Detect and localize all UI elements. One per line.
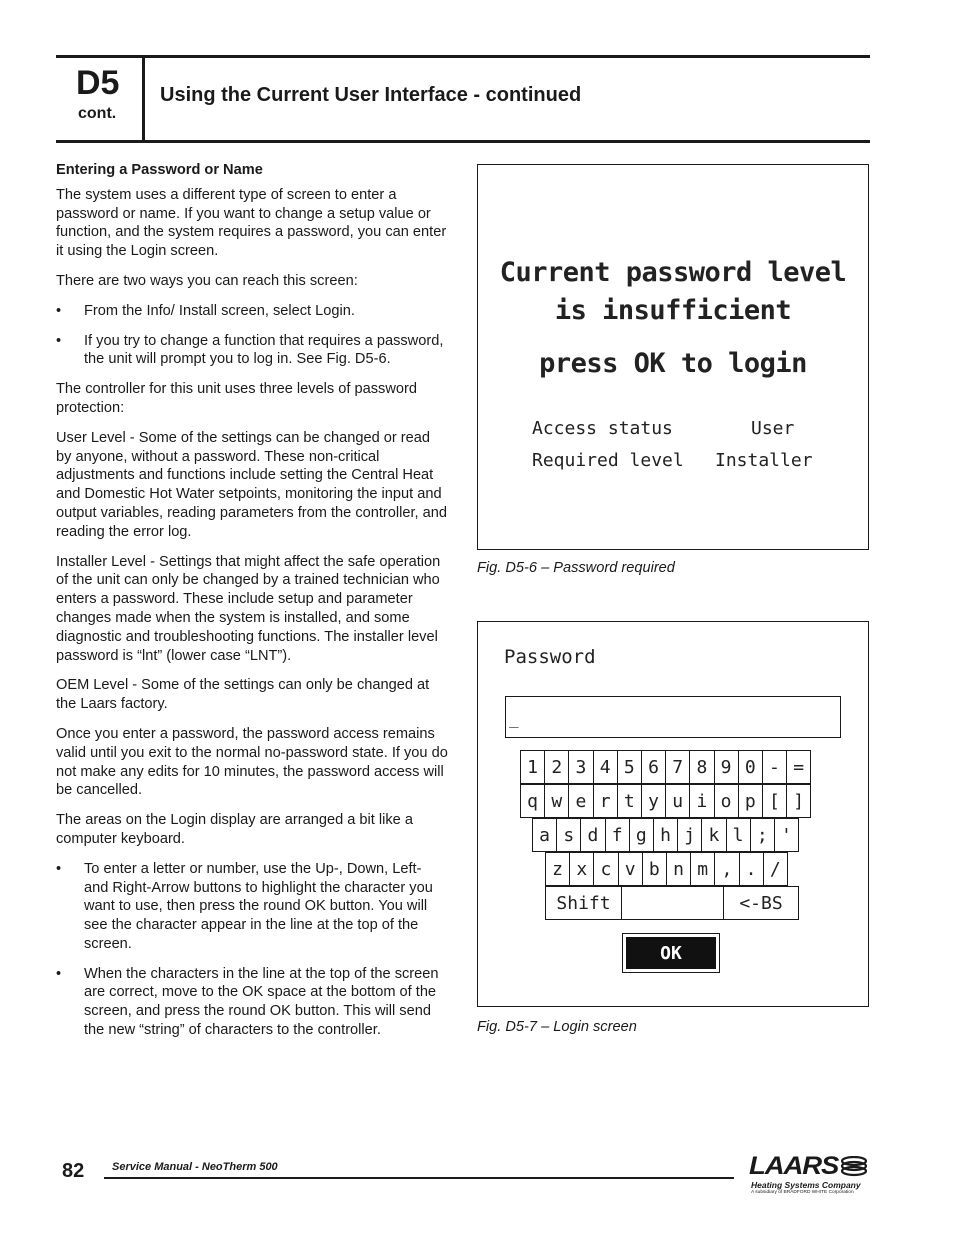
key-row3-5[interactable]: h (653, 818, 678, 852)
key-row2-0[interactable]: q (520, 784, 545, 818)
section-heading: Entering a Password or Name (56, 162, 263, 178)
keyboard-row-2 (520, 784, 810, 818)
logo-subsidiary: A subsidiary of BRADFORD WHITE Corporation (751, 1190, 854, 1195)
required-level-label: Required level (532, 450, 684, 471)
key-row3-2[interactable]: d (580, 818, 605, 852)
header-bottom-rule (56, 140, 870, 143)
paragraph: The areas on the Login display are arranged a bit like a computer keyboard. (56, 812, 413, 847)
key-row3-7[interactable]: k (701, 818, 726, 852)
key-row1-9[interactable]: 0 (738, 750, 763, 784)
paragraph: The system uses a different type of screen to enter a password or name. If you want to change a setup value or function, and the system requires a password, you can enter it using the Login screen. (56, 186, 447, 260)
access-status-value: User (751, 418, 795, 439)
body-text-column (56, 161, 448, 1051)
page-title: Using the Current User Interface - continued (160, 84, 582, 106)
key-row1-7[interactable]: 8 (689, 750, 714, 784)
paragraph: User Level - Some of the settings can be changed or read by anyone, without a password. These non-critical adjustments and functions include setting the Central Heat and Domestic Hot Water setpoints, monitoring the input and output variables, reading parameters from the controller, and reading the error log. (56, 429, 448, 540)
key-row1-6[interactable]: 7 (665, 750, 690, 784)
keyboard-row-3 (532, 818, 798, 852)
key-row2-9[interactable]: p (738, 784, 763, 818)
password-input[interactable] (505, 696, 841, 738)
bullet-list (56, 860, 448, 1040)
key-row1-10[interactable]: - (762, 750, 787, 784)
figure-caption: Fig. D5-7 – Login screen (477, 1019, 637, 1035)
key-row3-4[interactable]: g (629, 818, 654, 852)
laars-logo (749, 1152, 869, 1198)
footer-rule (104, 1177, 734, 1179)
list-item: • If you try to change a function that requires a password, the unit will prompt you to log in. See Fig. D5-6. (56, 332, 444, 368)
ok-button[interactable] (622, 933, 720, 973)
login-screen (477, 621, 869, 1007)
key-row4-5[interactable]: n (666, 852, 691, 886)
key-row3-3[interactable]: f (605, 818, 630, 852)
key-row3-1[interactable]: s (556, 818, 581, 852)
paragraph: The controller for this unit uses three levels of password protection: (56, 381, 417, 416)
shift-key[interactable]: Shift (545, 886, 622, 920)
paragraph: Installer Level - Settings that might affect the safe operation of the unit can only be changed by a trained technician who enters a password. These include setup and parameter changes made when the system is installed, and some diagnostic and troubleshooting functions. The installer level password is “lnt” (lower case “LNT”). (56, 553, 441, 664)
key-row3-6[interactable]: j (677, 818, 702, 852)
access-status-label: Access status (532, 418, 673, 439)
key-row2-2[interactable]: e (568, 784, 593, 818)
list-item: • To enter a letter or number, use the Up-, Down, Left- and Right-Arrow buttons to highlight the character you want to use, then press the round OK button. You will see the character appear in the line at the top of the screen. (56, 860, 433, 952)
list-item: • When the characters in the line at the top of the screen are correct, move to the OK space at the bottom of the screen, and press the round OK button. This will send the new “string” of characters to the controller. (56, 965, 439, 1039)
password-label: Password (504, 646, 596, 668)
section-box (56, 58, 145, 140)
key-row4-0[interactable]: z (545, 852, 570, 886)
key-row1-11[interactable]: = (786, 750, 811, 784)
backspace-key[interactable]: <-BS (723, 886, 799, 920)
keyboard-row-5 (545, 886, 798, 920)
key-row2-3[interactable]: r (593, 784, 618, 818)
logo-tagline: Heating Systems Company (751, 1180, 861, 1190)
key-row3-0[interactable]: a (532, 818, 557, 852)
section-cont-label: cont. (78, 105, 117, 122)
key-row4-7[interactable]: , (714, 852, 739, 886)
key-row1-8[interactable]: 9 (714, 750, 739, 784)
logo-wordmark: LAARS (749, 1152, 839, 1180)
key-row2-7[interactable]: i (689, 784, 714, 818)
key-row3-10[interactable]: ' (774, 818, 799, 852)
key-row1-2[interactable]: 3 (568, 750, 593, 784)
key-row2-5[interactable]: y (641, 784, 666, 818)
manual-title: Service Manual - NeoTherm 500 (112, 1161, 278, 1173)
key-row1-5[interactable]: 6 (641, 750, 666, 784)
bullet-icon: • (56, 332, 62, 349)
key-row1-4[interactable]: 5 (617, 750, 642, 784)
figure-caption: Fig. D5-6 – Password required (477, 560, 675, 576)
key-row2-10[interactable]: [ (762, 784, 787, 818)
required-level-value: Installer (715, 450, 813, 471)
list-item: • From the Info/ Install screen, select Login. (56, 302, 355, 319)
keyboard-row-4 (545, 852, 787, 886)
paragraph: Once you enter a password, the password access remains valid until you exit to the normal no-password state. If you do not make any edits for 10 minutes, the password access will be cancelled. (56, 725, 448, 799)
space-key[interactable] (621, 886, 724, 920)
key-row2-6[interactable]: u (665, 784, 690, 818)
password-required-screen (477, 164, 869, 550)
bullet-list (56, 302, 448, 369)
key-row2-4[interactable]: t (617, 784, 642, 818)
key-row1-1[interactable]: 2 (544, 750, 569, 784)
bullet-icon: • (56, 860, 62, 877)
key-row2-11[interactable]: ] (786, 784, 811, 818)
bullet-icon: • (56, 965, 62, 982)
key-row4-6[interactable]: m (690, 852, 715, 886)
key-row2-1[interactable]: w (544, 784, 569, 818)
message-line-3: press OK to login (539, 348, 807, 379)
key-row4-8[interactable]: . (739, 852, 764, 886)
paragraph: There are two ways you can reach this screen: (56, 272, 358, 289)
bullet-icon: • (56, 302, 62, 319)
page-number: 82 (62, 1160, 85, 1182)
password-value: _ (509, 709, 519, 728)
section-code: D5 (76, 64, 120, 102)
key-row4-2[interactable]: c (593, 852, 618, 886)
message-line-2: is insufficient (554, 295, 792, 326)
key-row3-8[interactable]: l (726, 818, 751, 852)
key-row1-3[interactable]: 4 (593, 750, 618, 784)
key-row3-9[interactable]: ; (750, 818, 775, 852)
paragraph: OEM Level - Some of the settings can only be changed at the Laars factory. (56, 677, 430, 713)
header-top-rule (56, 55, 870, 58)
ok-button-label: OK (626, 937, 716, 969)
key-row4-9[interactable]: / (763, 852, 788, 886)
key-row4-3[interactable]: v (618, 852, 643, 886)
key-row1-0[interactable]: 1 (520, 750, 545, 784)
logo-disc-icon (841, 1156, 867, 1178)
message-line-1: Current password level (499, 257, 847, 288)
keyboard-row-1 (520, 750, 810, 784)
key-row4-4[interactable]: b (642, 852, 667, 886)
key-row2-8[interactable]: o (714, 784, 739, 818)
key-row4-1[interactable]: x (569, 852, 594, 886)
